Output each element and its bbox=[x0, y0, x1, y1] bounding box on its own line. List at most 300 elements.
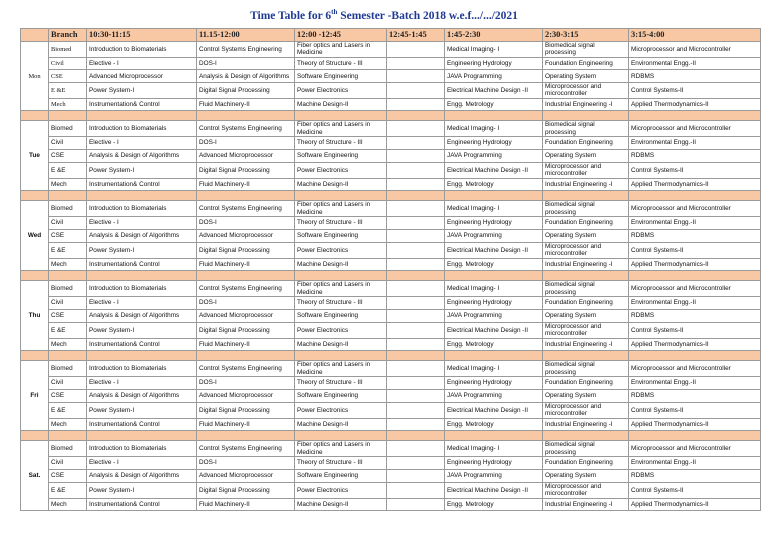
subject-cell bbox=[387, 150, 445, 163]
table-row bbox=[21, 162, 761, 178]
subject-cell: Industrial Engineering -I bbox=[543, 258, 629, 271]
separator-cell bbox=[295, 111, 387, 121]
subject-cell: Theory of Structure - III bbox=[295, 57, 387, 70]
table-row bbox=[21, 310, 761, 323]
subject-cell: Applied Thermodynamics-II bbox=[629, 338, 761, 351]
table-row bbox=[21, 470, 761, 483]
subject-cell: Control Systems Engineering bbox=[197, 441, 295, 457]
subject-cell bbox=[387, 258, 445, 271]
subject-cell: Industrial Engineering -I bbox=[543, 178, 629, 191]
subject-cell bbox=[387, 498, 445, 511]
subject-cell: Environmental Engg.-II bbox=[629, 297, 761, 310]
subject-cell: Instrumentation& Control bbox=[87, 498, 197, 511]
branch-cell: E &E bbox=[49, 83, 87, 99]
subject-cell: Theory of Structure - III bbox=[295, 297, 387, 310]
subject-cell: Microprocessor and microcontroller bbox=[543, 482, 629, 498]
subject-cell: Foundation Engineering bbox=[543, 297, 629, 310]
subject-cell bbox=[387, 242, 445, 258]
subject-cell: JAVA Programming bbox=[445, 390, 543, 403]
subject-cell: Engineering Hydrology bbox=[445, 457, 543, 470]
table-row bbox=[21, 98, 761, 111]
subject-cell: Instrumentation& Control bbox=[87, 178, 197, 191]
table-row bbox=[21, 121, 761, 137]
separator-cell bbox=[49, 111, 87, 121]
subject-cell: Engineering Hydrology bbox=[445, 137, 543, 150]
subject-cell: Operating System bbox=[543, 230, 629, 243]
subject-cell: Industrial Engineering -I bbox=[543, 338, 629, 351]
separator-cell bbox=[21, 191, 49, 201]
subject-cell: Microprocessor and microcontroller bbox=[543, 242, 629, 258]
subject-cell: Machine Design-II bbox=[295, 338, 387, 351]
table-row bbox=[21, 418, 761, 431]
separator-cell bbox=[629, 271, 761, 281]
separator-cell bbox=[387, 271, 445, 281]
subject-cell: Biomedical signal processing bbox=[543, 441, 629, 457]
subject-cell: Medical Imaging- I bbox=[445, 121, 543, 137]
day-separator bbox=[21, 271, 761, 281]
subject-cell: Environmental Engg.-II bbox=[629, 377, 761, 390]
subject-cell: Digital Signal Processing bbox=[197, 482, 295, 498]
subject-cell: Advanced Microprocessor bbox=[197, 390, 295, 403]
subject-cell: RDBMS bbox=[629, 70, 761, 83]
subject-cell: Introduction to Biomaterials bbox=[87, 281, 197, 297]
subject-cell: Machine Design-II bbox=[295, 98, 387, 111]
branch-cell: Mech bbox=[49, 498, 87, 511]
subject-cell bbox=[387, 441, 445, 457]
subject-cell: Applied Thermodynamics-II bbox=[629, 98, 761, 111]
subject-cell: Electrical Machine Design -II bbox=[445, 322, 543, 338]
branch-cell: CSE bbox=[49, 390, 87, 403]
subject-cell: Microprocessor and Microcontroller bbox=[629, 201, 761, 217]
separator-cell bbox=[49, 191, 87, 201]
subject-cell: Engineering Hydrology bbox=[445, 297, 543, 310]
subject-cell bbox=[387, 338, 445, 351]
subject-cell: Microprocessor and Microcontroller bbox=[629, 361, 761, 377]
header-cell: 12:00 -12:45 bbox=[295, 29, 387, 42]
subject-cell bbox=[387, 121, 445, 137]
day-label: Wed bbox=[21, 201, 49, 271]
subject-cell: Engg. Metrology bbox=[445, 338, 543, 351]
subject-cell: Theory of Structure - III bbox=[295, 457, 387, 470]
subject-cell: Biomedical signal processing bbox=[543, 121, 629, 137]
subject-cell bbox=[387, 178, 445, 191]
day-separator bbox=[21, 431, 761, 441]
subject-cell: Foundation Engineering bbox=[543, 377, 629, 390]
branch-cell: Biomed bbox=[49, 361, 87, 377]
page-title bbox=[0, 8, 768, 22]
subject-cell: Elective - I bbox=[87, 217, 197, 230]
subject-cell bbox=[387, 457, 445, 470]
subject-cell bbox=[387, 83, 445, 99]
separator-cell bbox=[387, 111, 445, 121]
subject-cell: JAVA Programming bbox=[445, 70, 543, 83]
subject-cell: Environmental Engg.-II bbox=[629, 457, 761, 470]
subject-cell: Machine Design-II bbox=[295, 258, 387, 271]
title-superscript: th bbox=[331, 8, 338, 16]
table-row bbox=[21, 377, 761, 390]
subject-cell: Introduction to Biomaterials bbox=[87, 121, 197, 137]
header-cell: 12:45-1:45 bbox=[387, 29, 445, 42]
separator-cell bbox=[197, 351, 295, 361]
branch-cell: CSE bbox=[49, 230, 87, 243]
separator-cell bbox=[21, 351, 49, 361]
subject-cell bbox=[387, 230, 445, 243]
day-label: Fri bbox=[21, 361, 49, 431]
subject-cell: RDBMS bbox=[629, 470, 761, 483]
branch-cell: Civil bbox=[49, 297, 87, 310]
subject-cell bbox=[387, 470, 445, 483]
subject-cell: Fluid Machinery-II bbox=[197, 498, 295, 511]
subject-cell: Power Electronics bbox=[295, 242, 387, 258]
header-cell: 3:15-4:00 bbox=[629, 29, 761, 42]
branch-cell: Mech bbox=[49, 338, 87, 351]
subject-cell bbox=[387, 70, 445, 83]
subject-cell: Instrumentation& Control bbox=[87, 338, 197, 351]
subject-cell: Fluid Machinery-II bbox=[197, 98, 295, 111]
subject-cell: Power Electronics bbox=[295, 162, 387, 178]
subject-cell: Elective - I bbox=[87, 57, 197, 70]
subject-cell: Medical Imaging- I bbox=[445, 201, 543, 217]
separator-cell bbox=[445, 431, 543, 441]
subject-cell: DOS-I bbox=[197, 137, 295, 150]
subject-cell: DOS-I bbox=[197, 377, 295, 390]
subject-cell: Fluid Machinery-II bbox=[197, 338, 295, 351]
subject-cell: Biomedical signal processing bbox=[543, 201, 629, 217]
subject-cell: Power System-I bbox=[87, 83, 197, 99]
subject-cell: Introduction to Biomaterials bbox=[87, 441, 197, 457]
subject-cell: JAVA Programming bbox=[445, 310, 543, 323]
subject-cell: Introduction to Biomaterials bbox=[87, 361, 197, 377]
subject-cell: DOS-I bbox=[197, 297, 295, 310]
subject-cell: Software Engineering bbox=[295, 390, 387, 403]
day-label: Thu bbox=[21, 281, 49, 351]
separator-cell bbox=[543, 271, 629, 281]
subject-cell: Control Systems-II bbox=[629, 242, 761, 258]
subject-cell: Advanced Microprocessor bbox=[87, 70, 197, 83]
subject-cell: Operating System bbox=[543, 70, 629, 83]
subject-cell: JAVA Programming bbox=[445, 470, 543, 483]
table-row bbox=[21, 258, 761, 271]
subject-cell: Microprocessor and microcontroller bbox=[543, 322, 629, 338]
branch-cell: E &E bbox=[49, 482, 87, 498]
table-row bbox=[21, 42, 761, 58]
table-row bbox=[21, 498, 761, 511]
branch-cell: Mech bbox=[49, 98, 87, 111]
subject-cell: Digital Signal Processing bbox=[197, 402, 295, 418]
subject-cell: Operating System bbox=[543, 390, 629, 403]
subject-cell: Medical Imaging- I bbox=[445, 42, 543, 58]
table-row bbox=[21, 230, 761, 243]
subject-cell: Biomedical signal processing bbox=[543, 42, 629, 58]
subject-cell: Power System-I bbox=[87, 402, 197, 418]
subject-cell: Operating System bbox=[543, 150, 629, 163]
subject-cell: Foundation Engineering bbox=[543, 457, 629, 470]
branch-cell: E &E bbox=[49, 402, 87, 418]
subject-cell: Applied Thermodynamics-II bbox=[629, 498, 761, 511]
separator-cell bbox=[295, 431, 387, 441]
subject-cell: Control Systems-II bbox=[629, 83, 761, 99]
header-cell bbox=[21, 29, 49, 42]
subject-cell: JAVA Programming bbox=[445, 230, 543, 243]
subject-cell bbox=[387, 482, 445, 498]
separator-cell bbox=[543, 431, 629, 441]
subject-cell: Analysis & Design of Algorithms bbox=[87, 390, 197, 403]
table-row bbox=[21, 457, 761, 470]
subject-cell: Foundation Engineering bbox=[543, 57, 629, 70]
subject-cell: Biomedical signal processing bbox=[543, 281, 629, 297]
separator-cell bbox=[543, 351, 629, 361]
subject-cell: Microprocessor and Microcontroller bbox=[629, 121, 761, 137]
subject-cell: Control Systems Engineering bbox=[197, 281, 295, 297]
branch-cell: CSE bbox=[49, 150, 87, 163]
branch-cell: Mech bbox=[49, 258, 87, 271]
subject-cell bbox=[387, 361, 445, 377]
subject-cell: Microprocessor and microcontroller bbox=[543, 402, 629, 418]
branch-cell: CSE bbox=[49, 470, 87, 483]
branch-cell: Biomed bbox=[49, 121, 87, 137]
subject-cell: Industrial Engineering -I bbox=[543, 98, 629, 111]
day-separator bbox=[21, 351, 761, 361]
subject-cell: Operating System bbox=[543, 310, 629, 323]
subject-cell: DOS-I bbox=[197, 217, 295, 230]
subject-cell: Advanced Microprocessor bbox=[197, 150, 295, 163]
subject-cell: Power System-I bbox=[87, 242, 197, 258]
subject-cell bbox=[387, 57, 445, 70]
subject-cell: Digital Signal Processing bbox=[197, 162, 295, 178]
subject-cell bbox=[387, 418, 445, 431]
table-row bbox=[21, 482, 761, 498]
timetable bbox=[20, 28, 761, 511]
separator-cell bbox=[87, 271, 197, 281]
subject-cell: Machine Design-II bbox=[295, 498, 387, 511]
subject-cell: Control Systems-II bbox=[629, 402, 761, 418]
day-label: Sat. bbox=[21, 441, 49, 511]
table-row bbox=[21, 338, 761, 351]
separator-cell bbox=[197, 271, 295, 281]
subject-cell: Software Engineering bbox=[295, 470, 387, 483]
branch-cell: Civil bbox=[49, 457, 87, 470]
subject-cell: Fiber optics and Lasers in Medicine bbox=[295, 121, 387, 137]
branch-cell: Mech bbox=[49, 178, 87, 191]
subject-cell bbox=[387, 402, 445, 418]
table-row bbox=[21, 402, 761, 418]
subject-cell: Applied Thermodynamics-II bbox=[629, 418, 761, 431]
subject-cell: Microprocessor and microcontroller bbox=[543, 162, 629, 178]
separator-cell bbox=[21, 271, 49, 281]
subject-cell: Operating System bbox=[543, 470, 629, 483]
branch-cell: E &E bbox=[49, 322, 87, 338]
subject-cell: Analysis & Design of Algorithms bbox=[87, 230, 197, 243]
subject-cell: Analysis & Design of Algorithms bbox=[87, 150, 197, 163]
separator-cell bbox=[295, 351, 387, 361]
separator-cell bbox=[387, 351, 445, 361]
table-row bbox=[21, 201, 761, 217]
subject-cell: Industrial Engineering -I bbox=[543, 498, 629, 511]
subject-cell: Machine Design-II bbox=[295, 418, 387, 431]
table-row bbox=[21, 178, 761, 191]
separator-cell bbox=[49, 431, 87, 441]
subject-cell: Applied Thermodynamics-II bbox=[629, 178, 761, 191]
subject-cell: Electrical Machine Design -II bbox=[445, 242, 543, 258]
subject-cell: Fiber optics and Lasers in Medicine bbox=[295, 361, 387, 377]
subject-cell: Elective - I bbox=[87, 137, 197, 150]
subject-cell: Power System-I bbox=[87, 322, 197, 338]
separator-cell bbox=[49, 271, 87, 281]
subject-cell: Fluid Machinery-II bbox=[197, 178, 295, 191]
separator-cell bbox=[21, 431, 49, 441]
subject-cell: Digital Signal Processing bbox=[197, 242, 295, 258]
branch-cell: Biomed bbox=[49, 281, 87, 297]
subject-cell: Theory of Structure - III bbox=[295, 137, 387, 150]
subject-cell: Analysis & Design of Algorithms bbox=[197, 70, 295, 83]
separator-cell bbox=[543, 111, 629, 121]
separator-cell bbox=[197, 191, 295, 201]
branch-cell: Civil bbox=[49, 377, 87, 390]
subject-cell: Electrical Machine Design -II bbox=[445, 402, 543, 418]
subject-cell: RDBMS bbox=[629, 310, 761, 323]
separator-cell bbox=[197, 111, 295, 121]
header-cell: 2:30-3:15 bbox=[543, 29, 629, 42]
subject-cell bbox=[387, 297, 445, 310]
subject-cell: Advanced Microprocessor bbox=[197, 230, 295, 243]
table-row bbox=[21, 137, 761, 150]
table-row bbox=[21, 83, 761, 99]
separator-cell bbox=[295, 191, 387, 201]
branch-cell: CSE bbox=[49, 310, 87, 323]
subject-cell bbox=[387, 322, 445, 338]
title-prefix: Time Table for 6 bbox=[250, 9, 332, 22]
separator-cell bbox=[629, 351, 761, 361]
header-cell: 10:30-11:15 bbox=[87, 29, 197, 42]
separator-cell bbox=[197, 431, 295, 441]
subject-cell: Electrical Machine Design -II bbox=[445, 162, 543, 178]
subject-cell: JAVA Programming bbox=[445, 150, 543, 163]
subject-cell: Environmental Engg.-II bbox=[629, 137, 761, 150]
separator-cell bbox=[445, 111, 543, 121]
subject-cell: Electrical Machine Design -II bbox=[445, 83, 543, 99]
subject-cell bbox=[387, 217, 445, 230]
subject-cell: Microprocessor and Microcontroller bbox=[629, 441, 761, 457]
subject-cell: Power Electronics bbox=[295, 482, 387, 498]
subject-cell: Control Systems-II bbox=[629, 162, 761, 178]
subject-cell: Fiber optics and Lasers in Medicine bbox=[295, 201, 387, 217]
subject-cell: Theory of Structure - III bbox=[295, 377, 387, 390]
subject-cell bbox=[387, 281, 445, 297]
table-row bbox=[21, 441, 761, 457]
subject-cell: Microprocessor and microcontroller bbox=[543, 83, 629, 99]
subject-cell: Theory of Structure - III bbox=[295, 217, 387, 230]
day-label: Mon bbox=[21, 42, 49, 111]
subject-cell: Digital Signal Processing bbox=[197, 83, 295, 99]
table-row bbox=[21, 361, 761, 377]
subject-cell: Software Engineering bbox=[295, 230, 387, 243]
subject-cell: Introduction to Biomaterials bbox=[87, 201, 197, 217]
subject-cell: Software Engineering bbox=[295, 310, 387, 323]
table-row bbox=[21, 390, 761, 403]
subject-cell: Environmental Engg.-II bbox=[629, 57, 761, 70]
subject-cell: DOS-I bbox=[197, 57, 295, 70]
separator-cell bbox=[49, 351, 87, 361]
separator-cell bbox=[387, 191, 445, 201]
separator-cell bbox=[543, 191, 629, 201]
subject-cell: Foundation Engineering bbox=[543, 217, 629, 230]
table-row bbox=[21, 150, 761, 163]
separator-cell bbox=[445, 351, 543, 361]
subject-cell: Digital Signal Processing bbox=[197, 322, 295, 338]
subject-cell: Control Systems-II bbox=[629, 482, 761, 498]
subject-cell: Power Electronics bbox=[295, 402, 387, 418]
subject-cell bbox=[387, 162, 445, 178]
subject-cell: Fluid Machinery-II bbox=[197, 258, 295, 271]
header-cell: 1:45-2:30 bbox=[445, 29, 543, 42]
subject-cell: Microprocessor and Microcontroller bbox=[629, 42, 761, 58]
separator-cell bbox=[87, 191, 197, 201]
subject-cell: Biomedical signal processing bbox=[543, 361, 629, 377]
subject-cell: Applied Thermodynamics-II bbox=[629, 258, 761, 271]
subject-cell: Environmental Engg.-II bbox=[629, 217, 761, 230]
subject-cell: Fiber optics and Lasers in Medicine bbox=[295, 281, 387, 297]
subject-cell bbox=[387, 377, 445, 390]
subject-cell: Control Systems Engineering bbox=[197, 201, 295, 217]
table-row bbox=[21, 281, 761, 297]
subject-cell: Software Engineering bbox=[295, 150, 387, 163]
branch-cell: Civil bbox=[49, 217, 87, 230]
subject-cell: Instrumentation& Control bbox=[87, 418, 197, 431]
subject-cell: Power System-I bbox=[87, 162, 197, 178]
subject-cell: Elective - I bbox=[87, 297, 197, 310]
table-row bbox=[21, 322, 761, 338]
subject-cell: Instrumentation& Control bbox=[87, 98, 197, 111]
subject-cell: Engg. Metrology bbox=[445, 258, 543, 271]
subject-cell: Instrumentation& Control bbox=[87, 258, 197, 271]
separator-cell bbox=[295, 271, 387, 281]
subject-cell: RDBMS bbox=[629, 230, 761, 243]
branch-cell: Civil bbox=[49, 57, 87, 70]
header-cell: Branch bbox=[49, 29, 87, 42]
subject-cell: DOS-I bbox=[197, 457, 295, 470]
table-row bbox=[21, 217, 761, 230]
subject-cell: Medical Imaging- I bbox=[445, 281, 543, 297]
branch-cell: Biomed bbox=[49, 201, 87, 217]
day-separator bbox=[21, 191, 761, 201]
subject-cell: Engg. Metrology bbox=[445, 498, 543, 511]
subject-cell: RDBMS bbox=[629, 150, 761, 163]
subject-cell bbox=[387, 201, 445, 217]
subject-cell: Elective - I bbox=[87, 377, 197, 390]
table-row bbox=[21, 297, 761, 310]
subject-cell: Fluid Machinery-II bbox=[197, 418, 295, 431]
subject-cell: Engineering Hydrology bbox=[445, 217, 543, 230]
subject-cell: Fiber optics and Lasers in Medicine bbox=[295, 42, 387, 58]
separator-cell bbox=[387, 431, 445, 441]
subject-cell bbox=[387, 98, 445, 111]
header-row bbox=[21, 29, 761, 42]
branch-cell: Civil bbox=[49, 137, 87, 150]
subject-cell: Analysis & Design of Algorithms bbox=[87, 310, 197, 323]
subject-cell bbox=[387, 310, 445, 323]
separator-cell bbox=[445, 191, 543, 201]
separator-cell bbox=[629, 111, 761, 121]
subject-cell bbox=[387, 390, 445, 403]
title-suffix: Semester -Batch 2018 w.e.f.../.../2021 bbox=[337, 9, 518, 22]
subject-cell: Engineering Hydrology bbox=[445, 57, 543, 70]
subject-cell: Engg. Metrology bbox=[445, 98, 543, 111]
branch-cell: Biomed bbox=[49, 42, 87, 58]
subject-cell: Elective - I bbox=[87, 457, 197, 470]
subject-cell: Power System-I bbox=[87, 482, 197, 498]
subject-cell bbox=[387, 137, 445, 150]
header-cell: 11.15-12:00 bbox=[197, 29, 295, 42]
